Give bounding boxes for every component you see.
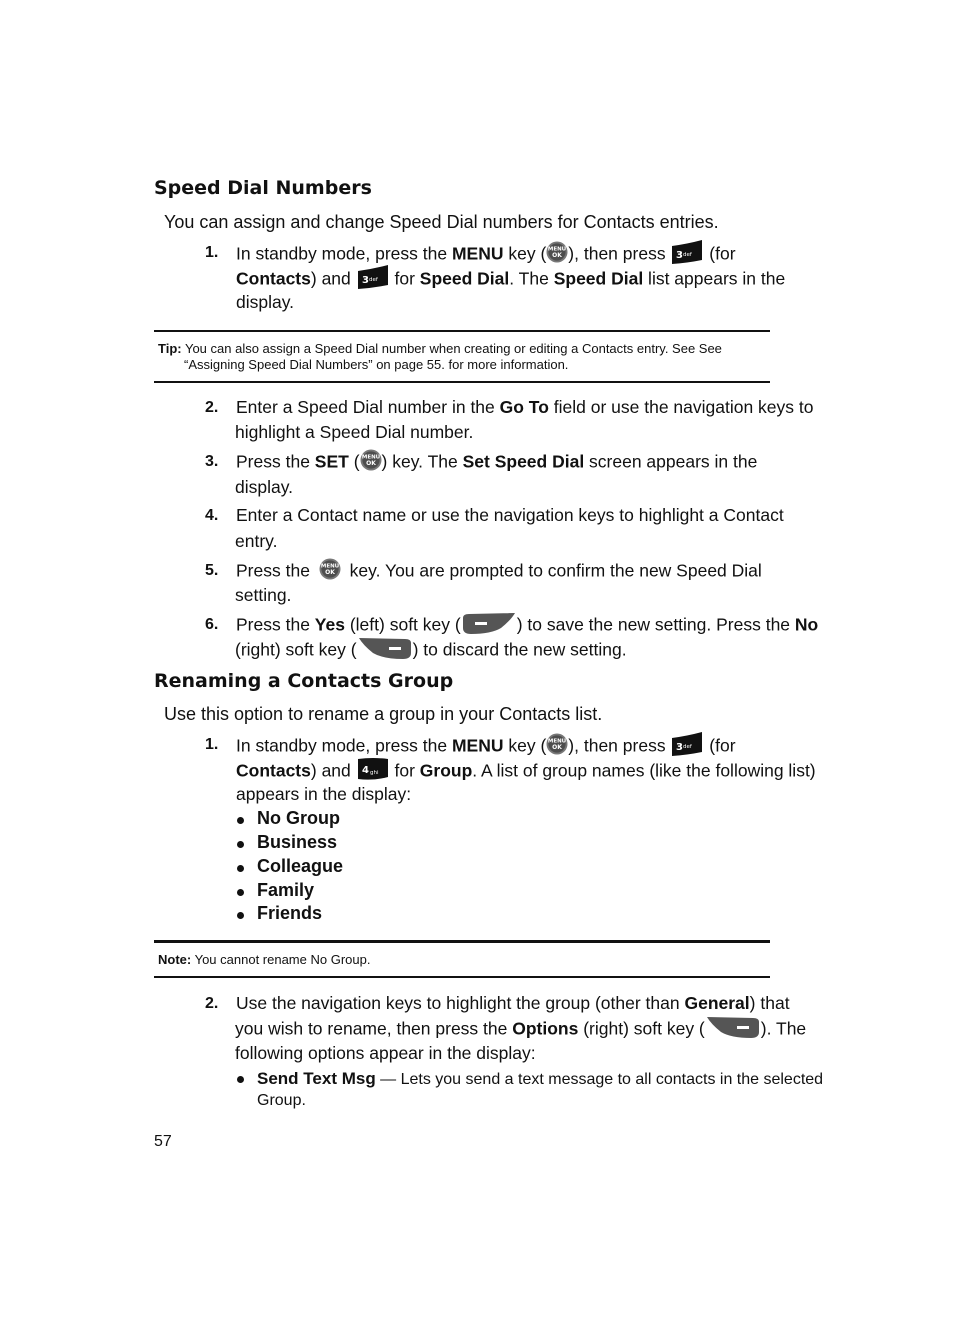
note-bottom-rule [154, 976, 770, 978]
step-number: 4. [205, 507, 219, 524]
bullet [237, 841, 244, 848]
svg-text:def: def [368, 277, 378, 283]
step-number: 2. [205, 399, 219, 416]
svg-text:MENU: MENU [548, 738, 567, 745]
step-text: Enter a Contact name or use the navigation keys to highlight a Contact [236, 505, 784, 525]
svg-text:def: def [683, 744, 693, 750]
step-text: Use the navigation keys to highlight the group (other than General) that [236, 993, 790, 1013]
svg-text:ghi: ghi [369, 770, 379, 776]
step-text: following options appear in the display: [235, 1043, 536, 1063]
svg-text:OK: OK [324, 569, 335, 576]
note-top-rule [154, 940, 770, 943]
page-number: 57 [154, 1133, 172, 1150]
svg-text:4: 4 [361, 765, 369, 776]
group-item: Friends [257, 903, 323, 923]
tip-text: “Assigning Speed Dial Numbers” on page 55. for more information. [184, 357, 569, 372]
right-soft-key-icon [705, 1016, 761, 1044]
step-number: 6. [205, 616, 219, 633]
tip-text: Tip: You can also assign a Speed Dial number when creating or editing a Contacts entry. See See [158, 341, 722, 356]
step-text: appears in the display: [236, 784, 412, 804]
step-text: display. [236, 292, 295, 312]
svg-text:OK: OK [552, 744, 563, 751]
bullet [237, 889, 244, 896]
group-item: Family [257, 880, 315, 900]
step-number: 1. [205, 736, 219, 753]
svg-text:MENU: MENU [361, 454, 380, 461]
key-3-def-icon [356, 265, 390, 295]
svg-text:MENU: MENU [320, 563, 339, 570]
step-number: 3. [205, 453, 219, 470]
step-text: Enter a Speed Dial number in the Go To field or use the navigation keys to [236, 397, 814, 417]
note-text: Note: You cannot rename No Group. [158, 952, 371, 967]
step-text: setting. [235, 585, 292, 605]
bullet [237, 1076, 244, 1083]
step-text: Press the SET ( MENU OK ) key. The Set Speed Dial screen appears in the [236, 449, 757, 477]
svg-text:OK: OK [365, 460, 376, 467]
step-text: entry. [235, 531, 278, 551]
step-text: In standby mode, press the MENU key ( MENU OK ), then press 3 def (for [236, 240, 736, 270]
bullet [237, 912, 244, 919]
step-number: 5. [205, 562, 219, 579]
svg-text:3: 3 [361, 275, 369, 286]
step-number: 1. [205, 244, 219, 261]
option-item: Send Text Msg — Lets you send a text message to all contacts in the selected [257, 1069, 824, 1088]
svg-text:MENU: MENU [548, 246, 567, 253]
menu-ok-key-icon [319, 558, 341, 586]
step-text: you wish to rename, then press the Options (right) soft key ( ). The [235, 1016, 806, 1044]
svg-text:def: def [683, 252, 693, 258]
step-text: Press the Yes (left) soft key ( ) to save the new setting. Press the No [236, 612, 818, 640]
bullet [237, 865, 244, 872]
step-text: (right) soft key ( ) to discard the new setting. [235, 637, 627, 665]
left-soft-key-icon [461, 612, 517, 640]
option-item: Group. [257, 1092, 306, 1109]
tip-bottom-rule [154, 381, 770, 383]
step-text: In standby mode, press the MENU key ( MENU OK ), then press 3 def (for [236, 732, 736, 762]
group-item: No Group [257, 808, 340, 828]
section-title-renaming-group: Renaming a Contacts Group [154, 670, 454, 692]
step-text: Contacts) and 4 ghi for Group. A list of group names (like the following list) [236, 757, 816, 787]
section-title-speed-dial: Speed Dial Numbers [154, 177, 372, 199]
bullet [237, 817, 244, 824]
step-text: highlight a Speed Dial number. [235, 422, 474, 442]
speed-dial-intro: You can assign and change Speed Dial numbers for Contacts entries. [164, 212, 719, 232]
renaming-intro: Use this option to rename a group in your Contacts list. [164, 704, 603, 724]
svg-text:OK: OK [552, 252, 563, 259]
step-text: display. [235, 477, 294, 497]
svg-text:3: 3 [676, 742, 684, 753]
tip-top-rule [154, 330, 770, 332]
svg-text:3: 3 [676, 250, 684, 261]
group-item: Colleague [257, 856, 344, 876]
group-item: Business [257, 832, 338, 852]
step-text: Contacts) and 3 def for Speed Dial. The Speed Dial list appears in the [236, 265, 785, 295]
right-soft-key-icon [357, 637, 413, 665]
menu-ok-key-icon [360, 449, 382, 477]
step-text: Press the MENU OK key. You are prompted to confirm the new Speed Dial [236, 558, 762, 586]
step-number: 2. [205, 995, 219, 1012]
